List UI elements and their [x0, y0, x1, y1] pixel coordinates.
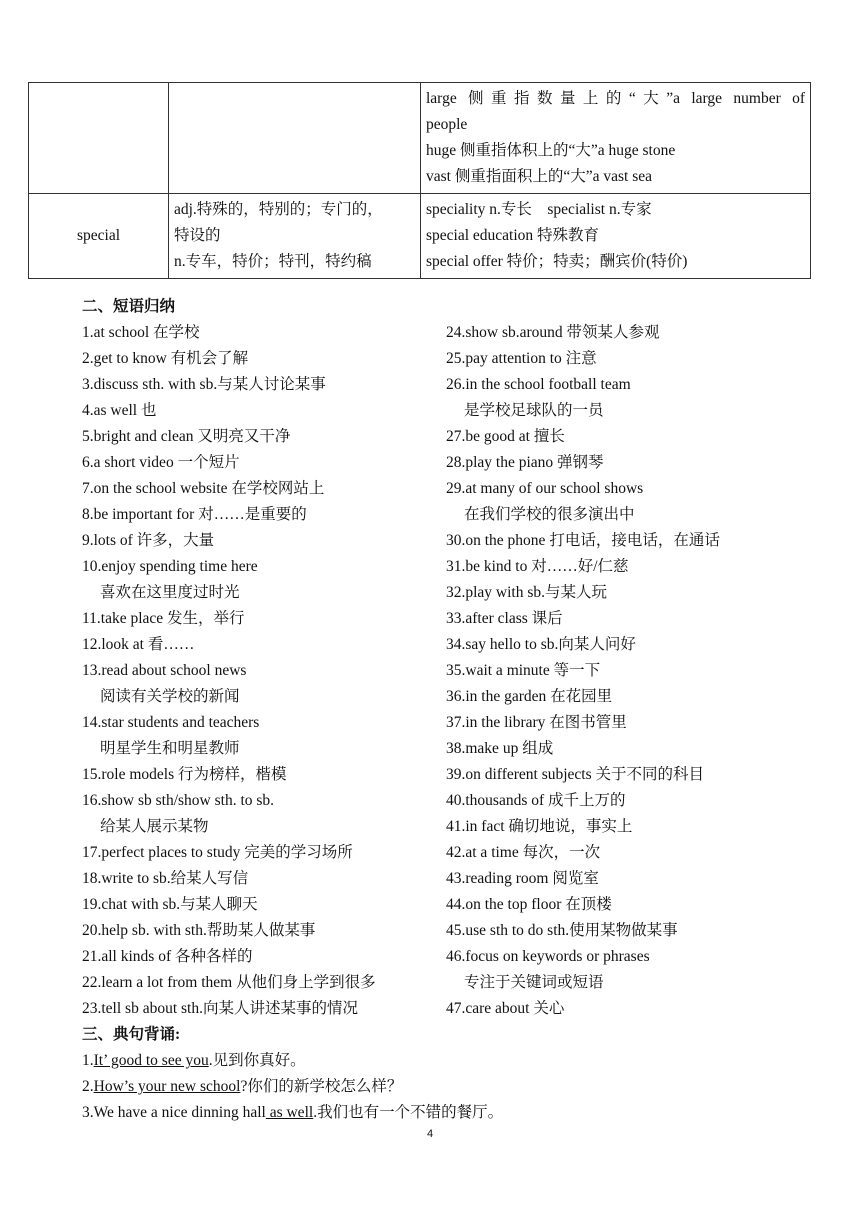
sentence-list	[82, 1048, 503, 1126]
phrase-item	[82, 710, 432, 762]
phrase-text: 17.perfect places to study 完美的学习场所	[82, 844, 353, 861]
sentence-item	[82, 1048, 503, 1074]
phrase-text: 36.in the garden 在花园里	[446, 688, 613, 705]
phrase-translation: 给某人展示某物	[100, 818, 209, 835]
phrase-item	[446, 580, 806, 606]
phrase-item	[82, 502, 432, 528]
table-row	[29, 194, 811, 279]
phrase-list-right	[446, 320, 806, 1022]
sentence-underlined: It’ good to see you	[93, 1052, 209, 1069]
example-line: large 侧重指数量上的“大”a large number of	[426, 90, 805, 107]
phrase-translation: 明星学生和明星教师	[100, 740, 240, 757]
meaning-cell	[169, 194, 421, 279]
example-line: vast 侧重指面积上的“大”a vast sea	[426, 168, 652, 185]
section-heading-sentences: 三、典句背诵:	[82, 1026, 181, 1043]
phrase-item	[82, 372, 432, 398]
phrase-item	[446, 372, 806, 424]
sentence-item	[82, 1100, 503, 1126]
phrase-text: 2.get to know 有机会了解	[82, 350, 249, 367]
phrase-item	[82, 658, 432, 710]
phrase-text: 37.in the library 在图书管里	[446, 714, 627, 731]
phrase-text: 3.discuss sth. with sb.与某人讨论某事	[82, 376, 326, 393]
phrase-item	[446, 996, 806, 1022]
phrase-item	[446, 788, 806, 814]
phrase-text: 39.on different subjects 关于不同的科目	[446, 766, 705, 783]
vocabulary-table	[28, 82, 811, 279]
phrase-item	[446, 918, 806, 944]
phrase-item	[82, 944, 432, 970]
phrase-text: 21.all kinds of 各种各样的	[82, 948, 253, 965]
phrase-item	[82, 970, 432, 996]
phrase-item	[82, 788, 432, 840]
phrase-text: 11.take place 发生，举行	[82, 610, 245, 627]
phrase-item	[446, 892, 806, 918]
phrase-item	[446, 866, 806, 892]
meaning-line: 特设的	[174, 227, 221, 244]
page-number: 4	[426, 1128, 434, 1140]
phrase-text: 47.care about 关心	[446, 1000, 565, 1017]
phrase-text: 45.use sth to do sth.使用某物做某事	[446, 922, 678, 939]
phrase-item	[446, 346, 806, 372]
phrase-text: 10.enjoy spending time here	[82, 558, 258, 575]
sentence-item	[82, 1074, 503, 1100]
phrase-text: 8.be important for 对……是重要的	[82, 506, 307, 523]
phrase-translation: 在我们学校的很多演出中	[464, 506, 635, 523]
phrase-item	[446, 476, 806, 528]
phrase-text: 42.at a time 每次，一次	[446, 844, 601, 861]
examples-cell	[421, 194, 811, 279]
examples-cell	[421, 83, 811, 194]
example-line: speciality n.专长 specialist n.专家	[426, 201, 652, 218]
phrase-item	[446, 424, 806, 450]
phrase-item	[82, 476, 432, 502]
phrase-text: 29.at many of our school shows	[446, 480, 644, 497]
phrase-item	[82, 346, 432, 372]
example-line: people	[426, 116, 468, 133]
phrase-item	[446, 840, 806, 866]
phrase-text: 13.read about school news	[82, 662, 247, 679]
word-cell: special	[29, 194, 169, 279]
phrase-text: 6.a short video 一个短片	[82, 454, 240, 471]
phrase-item	[82, 996, 432, 1022]
phrase-text: 7.on the school website 在学校网站上	[82, 480, 325, 497]
phrase-item	[82, 606, 432, 632]
phrase-item	[82, 892, 432, 918]
phrase-translation: 是学校足球队的一员	[464, 402, 604, 419]
phrase-item	[446, 684, 806, 710]
phrase-item	[82, 632, 432, 658]
phrase-text: 31.be kind to 对……好/仁慈	[446, 558, 629, 575]
phrase-text: 41.in fact 确切地说，事实上	[446, 818, 633, 835]
phrase-text: 28.play the piano 弹钢琴	[446, 454, 604, 471]
section-heading-phrases: 二、短语归纳	[82, 298, 176, 315]
phrase-item	[82, 762, 432, 788]
phrase-translation: 专注于关键词或短语	[464, 974, 604, 991]
phrase-text: 25.pay attention to 注意	[446, 350, 597, 367]
phrase-item	[82, 866, 432, 892]
phrase-text: 15.role models 行为榜样，楷模	[82, 766, 287, 783]
phrase-item	[446, 736, 806, 762]
phrase-text: 44.on the top floor 在顶楼	[446, 896, 612, 913]
phrase-text: 34.say hello to sb.向某人问好	[446, 636, 636, 653]
phrase-item	[82, 528, 432, 554]
phrase-list-left	[82, 320, 432, 1022]
sentence-prefix: 2.	[82, 1078, 94, 1095]
phrase-item	[446, 944, 806, 996]
phrase-text: 30.on the phone 打电话，接电话，在通话	[446, 532, 720, 549]
phrase-item	[446, 606, 806, 632]
phrase-translation: 阅读有关学校的新闻	[100, 688, 240, 705]
sentence-prefix: 3.We have a nice dinning hall	[82, 1104, 266, 1121]
table-row	[29, 83, 811, 194]
phrase-item	[82, 918, 432, 944]
phrase-item	[446, 320, 806, 346]
sentence-suffix: .见到你真好。	[208, 1052, 306, 1069]
phrase-item	[82, 450, 432, 476]
phrase-item	[446, 658, 806, 684]
phrase-text: 24.show sb.around 带领某人参观	[446, 324, 660, 341]
phrase-translation: 喜欢在这里度过时光	[100, 584, 240, 601]
phrase-item	[446, 450, 806, 476]
sentence-suffix: .我们也有一个不错的餐厅。	[313, 1104, 504, 1121]
example-line: special offer 特价；特卖；酬宾价(特价)	[426, 253, 688, 270]
phrase-item	[446, 554, 806, 580]
phrase-item	[82, 554, 432, 606]
phrase-text: 12.look at 看……	[82, 636, 195, 653]
phrase-item	[446, 814, 806, 840]
phrase-text: 5.bright and clean 又明亮又干净	[82, 428, 291, 445]
meaning-line: n.专车，特价；特刊，特约稿	[174, 253, 372, 270]
phrase-text: 4.as well 也	[82, 402, 157, 419]
phrase-text: 43.reading room 阅览室	[446, 870, 599, 887]
phrase-text: 18.write to sb.给某人写信	[82, 870, 249, 887]
phrase-item	[446, 762, 806, 788]
meaning-cell	[169, 83, 421, 194]
phrase-text: 33.after class 课后	[446, 610, 563, 627]
phrase-text: 35.wait a minute 等一下	[446, 662, 601, 679]
phrase-text: 20.help sb. with sth.帮助某人做某事	[82, 922, 316, 939]
phrase-text: 23.tell sb about sth.向某人讲述某事的情况	[82, 1000, 358, 1017]
phrase-item	[82, 424, 432, 450]
sentence-prefix: 1.	[82, 1052, 94, 1069]
phrase-text: 26.in the school football team	[446, 376, 631, 393]
phrase-item	[446, 632, 806, 658]
sentence-suffix: ?你们的新学校怎么样？	[240, 1078, 403, 1095]
phrase-text: 14.star students and teachers	[82, 714, 260, 731]
phrase-text: 1.at school 在学校	[82, 324, 200, 341]
phrase-text: 19.chat with sb.与某人聊天	[82, 896, 258, 913]
phrase-item	[82, 840, 432, 866]
phrase-text: 16.show sb sth/show sth. to sb.	[82, 792, 275, 809]
meaning-line: adj.特殊的，特别的；专门的，	[174, 201, 383, 218]
phrase-item	[446, 528, 806, 554]
example-line: special education 特殊教育	[426, 227, 600, 244]
sentence-underlined: as well	[265, 1104, 314, 1121]
phrase-text: 40.thousands of 成千上万的	[446, 792, 626, 809]
phrase-item	[82, 398, 432, 424]
phrase-text: 32.play with sb.与某人玩	[446, 584, 608, 601]
word-cell	[29, 83, 169, 194]
sentence-underlined: How’s your new school	[93, 1078, 241, 1095]
example-line: huge 侧重指体积上的“大”a huge stone	[426, 142, 676, 159]
phrase-item	[446, 710, 806, 736]
phrase-text: 22.learn a lot from them 从他们身上学到很多	[82, 974, 376, 991]
phrase-text: 9.lots of 许多，大量	[82, 532, 215, 549]
phrase-text: 46.focus on keywords or phrases	[446, 948, 650, 965]
phrase-item	[82, 320, 432, 346]
phrase-text: 27.be good at 擅长	[446, 428, 565, 445]
phrase-text: 38.make up 组成	[446, 740, 554, 757]
